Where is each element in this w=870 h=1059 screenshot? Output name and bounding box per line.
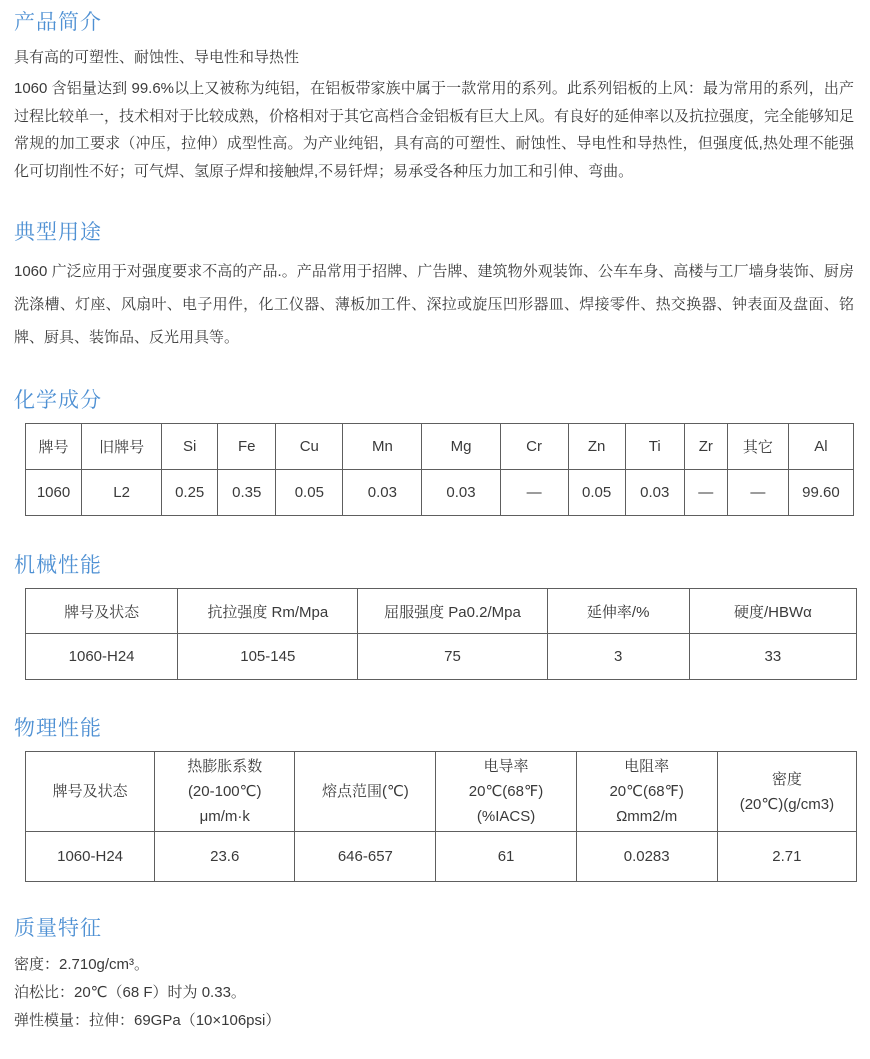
table-header-row <box>26 424 854 470</box>
section-intro <box>14 6 854 185</box>
table-cell: 0.05 <box>568 470 625 516</box>
table-cell: 0.03 <box>422 470 500 516</box>
column-header-line: 牌号及状态 <box>52 783 128 800</box>
column-header: Si <box>162 424 218 470</box>
uses-section-title: 典型用途 <box>14 220 102 244</box>
chemical-composition-table <box>25 423 854 516</box>
column-header: 牌号及状态 <box>26 589 178 634</box>
column-header <box>26 752 155 832</box>
column-header-line: Ωmm2/m <box>616 808 678 825</box>
column-header <box>295 752 436 832</box>
section-mechanical-properties <box>14 549 854 680</box>
column-header: Mn <box>343 424 422 470</box>
column-header: 其它 <box>727 424 788 470</box>
column-header <box>576 752 717 832</box>
table-header-row <box>26 752 857 832</box>
quality-line-elastic-modulus: 弹性模量：拉伸：69GPa（10×106psi） <box>14 1012 281 1029</box>
column-header-line: (%IACS) <box>476 808 536 825</box>
column-header-line: 熔点范围(℃) <box>321 783 409 800</box>
table-cell: L2 <box>82 470 162 516</box>
quality-section-title: 质量特征 <box>14 916 102 940</box>
column-header: Fe <box>218 424 276 470</box>
column-header: 旧牌号 <box>82 424 162 470</box>
column-header: Mg <box>422 424 500 470</box>
table-cell: 1060-H24 <box>26 634 178 680</box>
table-cell: 2.71 <box>717 832 856 882</box>
table-cell: 646-657 <box>295 832 436 882</box>
table-cell: 0.35 <box>218 470 276 516</box>
column-header: Ti <box>625 424 684 470</box>
table-cell: 3 <box>547 634 689 680</box>
column-header-line: 电导率 <box>483 758 529 775</box>
section-typical-uses <box>14 216 854 354</box>
table-cell: 0.05 <box>276 470 343 516</box>
table-row <box>26 832 857 882</box>
table-cell: 61 <box>436 832 576 882</box>
physical-section-title: 物理性能 <box>14 716 102 740</box>
section-chemical-composition <box>14 384 854 516</box>
column-header-line: 20℃(68℉) <box>609 783 684 800</box>
section-quality-characteristics <box>14 912 854 1035</box>
table-cell: — <box>684 470 727 516</box>
column-header-line: (20-100℃) <box>187 783 262 800</box>
column-header <box>436 752 576 832</box>
quality-line-density: 密度：2.710g/cm³。 <box>14 956 150 973</box>
mechanical-properties-table <box>25 588 857 680</box>
column-header-line: (20℃)(g/cm3) <box>739 795 835 813</box>
column-header-line: 密度 <box>771 770 802 788</box>
column-header <box>155 752 295 832</box>
uses-paragraph: 1060 广泛应用于对强度要求不高的产品.。产品常用于招牌、广告牌、建筑物外观装饰、公车车身、高楼与工厂墙身装饰、厨房洗涤槽、灯座、风扇叶、电子用件，化工仪器、薄板加工件、深拉或旋压凹形器皿、焊接零件、热交换器、钟表面及盘面、铭牌、厨具、装饰品、反光用具等。 <box>14 263 854 346</box>
intro-section-title: 产品简介 <box>14 10 102 34</box>
table-cell: 105-145 <box>178 634 358 680</box>
table-cell: 0.0283 <box>576 832 717 882</box>
column-header: 屈服强度 Pa0.2/Mpa <box>358 589 547 634</box>
intro-subtitle: 具有高的可塑性、耐蚀性、导电性和导热性 <box>14 49 300 66</box>
column-header: Cr <box>500 424 568 470</box>
column-header: 抗拉强度 Rm/Mpa <box>178 589 358 634</box>
section-physical-properties <box>14 712 854 882</box>
table-cell: 1060-H24 <box>26 832 155 882</box>
table-row <box>26 470 854 516</box>
intro-paragraph: 1060 含铝量达到 99.6%以上又被称为纯铝，在铝板带家族中属于一款常用的系列。此系列铝板的上风：最为常用的系列，出产过程比较单一，技术相对于比较成熟，价格相对于其它高档合金铝板有巨大上风。有良好的延伸率以及抗拉强度，完全能够知足常规的加工要求（冲压，拉伸）成型性高。为产业纯铝，具有高的可塑性、耐蚀性、导电性和导热性，但强度低,热处理不能强化可切削性不好；可气焊、氢原子焊和接触焊,不易钎焊；易承受各种压力加工和引伸、弯曲。 <box>14 80 855 180</box>
physical-properties-table <box>25 751 857 882</box>
mechanical-section-title: 机械性能 <box>14 553 102 577</box>
column-header <box>717 752 856 832</box>
table-cell: 99.60 <box>788 470 853 516</box>
table-header-row <box>26 589 857 634</box>
column-header-line: μm/m·k <box>199 808 250 825</box>
table-row <box>26 634 857 680</box>
quality-line-poisson-ratio: 泊松比：20℃（68 F）时为 0.33。 <box>14 984 246 1001</box>
column-header: Al <box>788 424 853 470</box>
table-cell: 0.03 <box>625 470 684 516</box>
column-header: Cu <box>276 424 343 470</box>
column-header: 牌号 <box>26 424 82 470</box>
table-cell: 33 <box>689 634 856 680</box>
chemical-section-title: 化学成分 <box>14 388 102 412</box>
column-header-line: 20℃(68℉) <box>468 783 544 800</box>
column-header: 延伸率/% <box>547 589 689 634</box>
table-cell: — <box>727 470 788 516</box>
column-header: 硬度/HBWα <box>689 589 856 634</box>
table-cell: 23.6 <box>155 832 295 882</box>
table-cell: 0.03 <box>343 470 422 516</box>
table-cell: — <box>500 470 568 516</box>
table-cell: 0.25 <box>162 470 218 516</box>
table-cell: 1060 <box>26 470 82 516</box>
column-header-line: 电阻率 <box>624 758 670 775</box>
column-header: Zn <box>568 424 625 470</box>
column-header: Zr <box>684 424 727 470</box>
table-cell: 75 <box>358 634 547 680</box>
column-header-line: 热膨胀系数 <box>187 758 263 775</box>
